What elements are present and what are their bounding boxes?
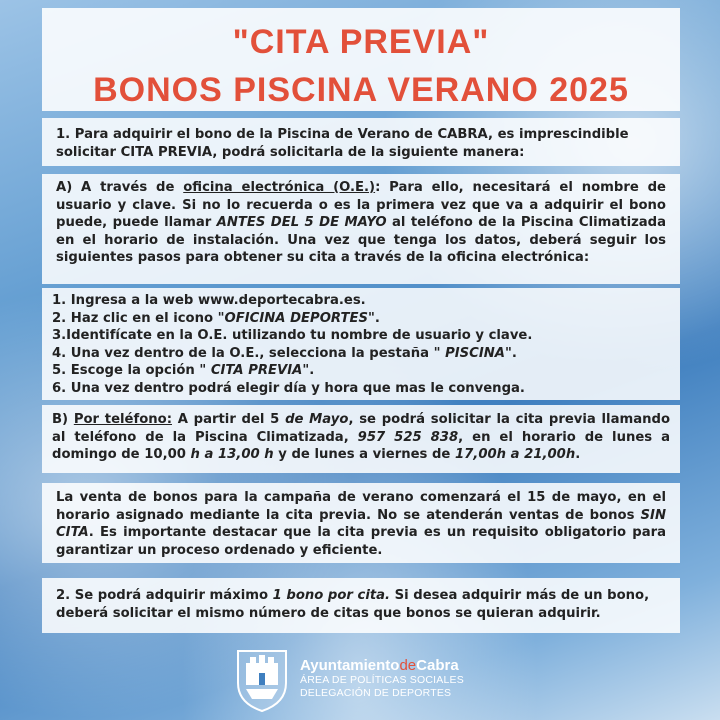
section-b-text-3: , en el horario de lunes a domingo de 10,00 <box>52 429 671 462</box>
sale-text-1: La venta de bonos para la campaña de verano comenzará el 15 de mayo, en el horario asignado mediante la cita previa. No se atenderán ventas de bonos <box>56 490 666 523</box>
step-1 <box>52 292 670 310</box>
logo-name-c: Cabra <box>416 657 459 674</box>
ayuntamiento-logo <box>232 643 492 715</box>
logo-text <box>300 657 464 700</box>
step-4 <box>52 345 670 363</box>
step-3 <box>52 327 670 345</box>
section-b-text-2: , se podrá solicitar la cita previa llamando al teléfono de la Piscina Climatizada, <box>52 412 671 445</box>
hours-afternoon: 17,00h a 21,00h <box>454 447 576 462</box>
section-b-panel <box>42 405 680 473</box>
crest-icon <box>232 645 292 713</box>
title-line-1: "CITA PREVIA" <box>232 23 490 61</box>
hours-morning: h a 13,00 h <box>190 447 274 462</box>
title-line-2: BONOS PISCINA VERANO 2025 <box>93 71 629 109</box>
logo-name-a: Ayuntamiento <box>300 657 400 674</box>
section-b-text-1: A partir del 5 <box>172 412 286 427</box>
section-a-prefix: A) A través de <box>56 180 184 195</box>
step-6 <box>52 380 670 398</box>
step-2 <box>52 310 670 328</box>
step-3-text: 3.Identifícate en la O.E. utilizando tu nombre de usuario y clave. <box>52 328 533 344</box>
step-2-end: . <box>374 310 380 326</box>
point-2-text-2: Si desea adquirir más de un bono, deberá solicitar el mismo número de citas que bonos se quieran adquirir. <box>56 588 650 621</box>
steps-panel <box>42 288 680 400</box>
step-4-text: 4. Una vez dentro de la O.E., selecciona la pestaña " <box>52 345 446 361</box>
section-b-date: de Mayo <box>285 412 349 427</box>
step-4-end: ". <box>504 345 517 361</box>
section-a-text-2: al teléfono de la Piscina Climatizada en el horario de instalación. Una vez que tenga los datos, deberá seguir los siguientes pasos para obtener su cita a través de la oficina electrónica: <box>56 215 667 265</box>
sale-text-2: . Es importante destacar que la cita previa es un requisito obligatorio para garantizar un proceso ordenado y eficiente. <box>56 525 666 558</box>
logo-name <box>300 657 464 674</box>
step-4-tab-name: PISCINA <box>445 345 505 361</box>
oficina-electronica-link[interactable]: oficina electrónica (O.E.) <box>183 180 376 195</box>
section-a-panel <box>42 174 680 284</box>
section-a-text-1: : Para ello, necesitará el nombre de usuario y clave. Si no lo recuerda o es la primera vez que va a adquirir el bono puede, puede llamar <box>56 180 666 230</box>
section-a-deadline: ANTES DEL 5 DE MAYO <box>216 215 387 230</box>
logo-name-b: de <box>399 657 417 674</box>
phone-number: 957 525 838 <box>357 429 459 445</box>
logo-area-line: ÁREA DE POLÍTICAS SOCIALES <box>300 674 464 686</box>
title-panel <box>42 8 680 111</box>
section-b-end: . <box>575 447 581 462</box>
sin-cita: SIN CITA <box>56 507 666 540</box>
step-2-text: 2. Haz clic en el icono <box>52 310 218 326</box>
point-2-panel <box>42 578 680 633</box>
point-2-text-1: 2. Se podrá adquirir máximo <box>56 588 273 603</box>
step-5 <box>52 362 670 380</box>
step-1-text: 1. Ingresa a la web www.deportecabra.es. <box>52 293 366 308</box>
step-2-icon-name: "OFICINA DEPORTES" <box>217 310 375 326</box>
section-b-text-4: y de lunes a viernes de <box>273 447 455 462</box>
step-6-text: 6. Una vez dentro podrá elegir día y hora que mas le convenga. <box>52 380 525 396</box>
step-5-option-name: CITA PREVIA <box>210 363 303 379</box>
step-5-text: 5. Escoge la opción " <box>52 363 211 379</box>
sale-panel <box>42 483 680 563</box>
intro-panel <box>42 118 680 166</box>
section-b-prefix: B) <box>52 412 74 427</box>
max-bono: 1 bono por cita. <box>272 588 391 603</box>
step-5-end: ". <box>302 363 315 379</box>
logo-delegacion-line: DELEGACIÓN DE DEPORTES <box>300 687 452 699</box>
intro-text: 1. Para adquirir el bono de la Piscina de Verano de CABRA, es imprescindible solicitar CITA PREVIA, podrá solicitarla de la siguiente manera: <box>56 127 629 160</box>
por-telefono-label: Por teléfono: <box>73 412 172 427</box>
